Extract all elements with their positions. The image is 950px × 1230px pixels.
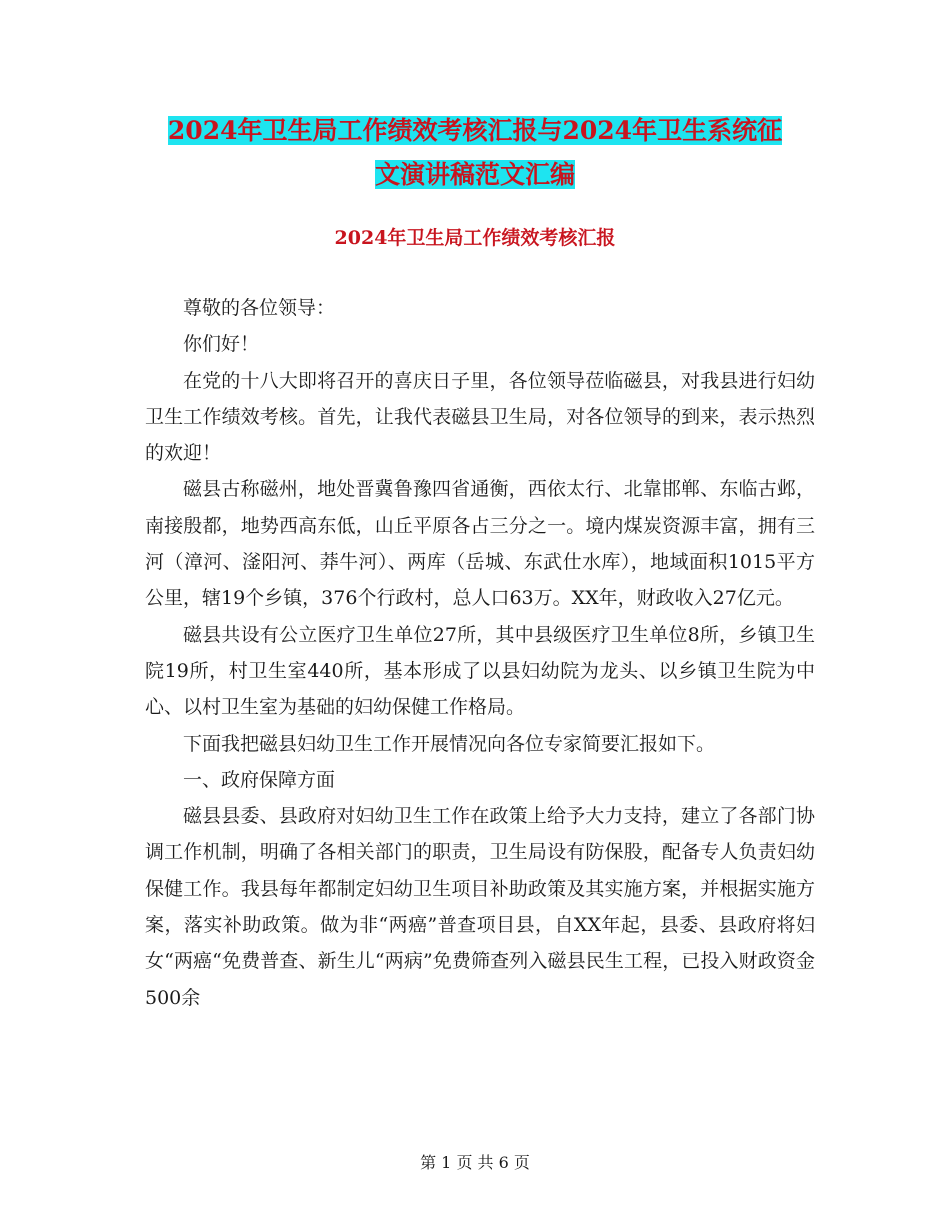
document-title-line2-text: 文演讲稿范文汇编 bbox=[374, 160, 575, 189]
paragraph-heading-government: 一、政府保障方面 bbox=[183, 768, 336, 791]
paragraph-medical-units: 磁县共设有公立医疗卫生单位27所，其中县级医疗卫生单位8所，乡镇卫生院19所，村卫生室440所，基本形成了以县妇幼院为龙头、以乡镇卫生院为中心、以村卫生室为基础的妇幼保健工作格局。 bbox=[145, 623, 815, 719]
paragraph-greeting: 你们好！ bbox=[183, 333, 260, 356]
document-body bbox=[145, 290, 815, 1016]
paragraph-report-intro: 下面我把磁县妇幼卫生工作开展情况向各位专家简要汇报如下。 bbox=[183, 732, 716, 755]
paragraph-government-support: 磁县县委、县政府对妇幼卫生工作在政策上给予大力支持，建立了各部门协调工作机制，明确了各相关部门的职责，卫生局设有防保股，配备专人负责妇幼保健工作。我县每年都制定妇幼卫生项目补助政策及其实施方案，并根据实施方案，落实补助政策。做为非“两癌”普查项目县，自XX年起，县委、县政府将妇女“两癌“免费普查、新生儿“两病”免费筛查列入磁县民生工程，已投入财政资金500余 bbox=[145, 805, 815, 1009]
page-footer: 第 1 页 共 6 页 bbox=[420, 1153, 530, 1172]
document-title-line2 bbox=[0, 155, 950, 195]
section-title: 2024年卫生局工作绩效考核汇报 bbox=[334, 227, 616, 249]
document-title-line1-text: 2024年卫生局工作绩效考核汇报与2024年卫生系统征 bbox=[167, 116, 783, 145]
paragraph-salutation: 尊敬的各位领导： bbox=[183, 297, 336, 319]
paragraph-county-overview: 磁县古称磁州，地处晋冀鲁豫四省通衡，西依太行、北靠邯郸、东临古邺，南接殷都，地势西高东低，山丘平原各占三分之一。境内煤炭资源丰富，拥有三河（漳河、滏阳河、莽牛河）、两库（岳城、东武仕水库），地域面积1015平方公里，辖19个乡镇，376个行政村，总人口63万。XX年，财政收入27亿元。 bbox=[145, 478, 815, 610]
paragraph-welcome: 在党的十八大即将召开的喜庆日子里，各位领导莅临磁县，对我县进行妇幼卫生工作绩效考核。首先，让我代表磁县卫生局，对各位领导的到来，表示热烈的欢迎！ bbox=[145, 369, 815, 465]
document-title-line1 bbox=[0, 111, 950, 151]
